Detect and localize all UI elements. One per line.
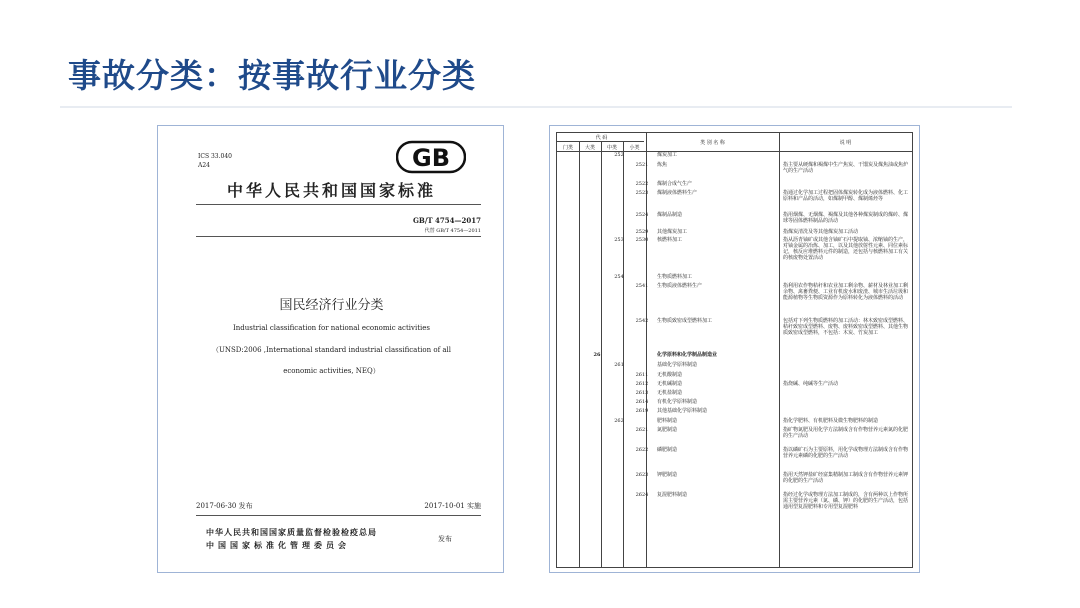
code-rule [196, 236, 481, 237]
category-name: 钾肥制造 [657, 472, 678, 478]
implement-date: 2017-10-01 实施 [424, 502, 481, 510]
category-name: 煤制品制造 [657, 212, 683, 218]
minor-code: 2614 [635, 399, 649, 405]
category-description: 指矿物氮肥及用化学方法制成含有作物营养元素氮的化肥的生产活动 [783, 427, 909, 439]
header-name: 类 别 名 称 [700, 140, 725, 146]
category-name: 氮肥制造 [657, 427, 678, 433]
minor-code: 2521 [635, 162, 649, 168]
minor-code: 2619 [635, 408, 649, 414]
mid-code: 262 [614, 418, 624, 424]
header-desc: 说 明 [839, 140, 852, 146]
mid-code: 261 [614, 362, 624, 368]
header-major: 大类 [584, 145, 595, 151]
ccs-line: A24 [198, 162, 210, 169]
mid-code: 253 [614, 237, 624, 243]
minor-code: 2542 [635, 318, 649, 324]
minor-code: 2522 [635, 181, 649, 187]
standard-code: GB/T 4754—2017 [412, 216, 481, 225]
english-name-line2: （UNSD:2006 ,International standard industrial classification of all [211, 346, 452, 354]
mid-code: 254 [614, 274, 624, 280]
category-name: 有机化学原料制造 [657, 399, 698, 405]
minor-code: 2524 [635, 212, 649, 218]
category-name: 煤制液体燃料生产 [657, 190, 698, 196]
issued-label: 发布 [438, 535, 452, 543]
category-name: 核燃料加工 [657, 237, 683, 243]
category-name: 无机盐制造 [657, 390, 683, 396]
category-description: 指从沥青铀矿或其他含铀矿石中提取铀、浓缩铀的生产，对铀金属的冶炼、加工，以及其他放射性元素、同位素标记，核反应堆燃料元件的制造，还包括与核燃料加工有关的核废物处置活动 [783, 237, 909, 261]
category-name: 无机碱制造 [657, 381, 683, 387]
major-code: 26 [593, 352, 601, 358]
category-description: 指主要从硬煤和褐煤中生产焦炭、干馏炭及煤焦油或焦炉气的生产活动 [783, 162, 909, 174]
english-name-line1: Industrial classification for national economic activities [232, 324, 431, 332]
gb-logo [396, 140, 466, 174]
category-name: 磷肥制造 [657, 447, 678, 453]
slide-title: 事故分类：按事故行业分类 [68, 56, 476, 95]
category-name: 复混肥料制造 [657, 492, 688, 498]
category-name: 炼焦 [657, 162, 668, 168]
minor-code: 2613 [635, 390, 649, 396]
header-rule [196, 204, 481, 205]
category-name: 化学原料和化学制品制造业 [657, 352, 718, 358]
header-door: 门类 [562, 145, 573, 151]
minor-code: 2622 [635, 447, 649, 453]
category-name: 其他煤炭加工 [657, 229, 688, 235]
standard-chinese-name: 国民经济行业分类 [279, 298, 384, 313]
category-name: 无机酸制造 [657, 372, 683, 378]
header-mid: 中类 [606, 145, 617, 151]
minor-code: 2611 [635, 372, 649, 378]
col-line [646, 133, 647, 567]
standard-title: 中华人民共和国国家标准 [226, 181, 436, 200]
category-description: 指以磷矿石为主要原料，用化学或物理方法制成含有作物营养元素磷的化肥的生产活动 [783, 447, 909, 459]
category-description: 指用天然钾盐矿经富集精制加工制成含有作物营养元素钾的化肥的生产活动 [783, 472, 909, 484]
english-name-line3: economic activities, NEQ） [283, 367, 380, 375]
standard-cover-image [157, 125, 504, 573]
minor-code: 2529 [635, 229, 649, 235]
col-line [623, 141, 624, 567]
publish-date: 2017-06-30 发布 [196, 502, 253, 510]
minor-code: 2612 [635, 381, 649, 387]
category-description: 指利用农作物秸秆和农业加工剩余物、薪材及林业加工剩余物、禽畜粪便、工业有机废水和废渣、城市生活垃圾和能源植物等生物质资源作为原料转化为液体燃料的活动 [783, 283, 909, 301]
footer-rule [196, 515, 481, 516]
minor-code: 2623 [635, 472, 649, 478]
category-name: 基础化学原料制造 [657, 362, 698, 368]
category-description: 包括对下列生物质燃料的加工活动：林木致密成型燃料、秸秆致密成型燃料、废物、废料致密成型燃料、其他生物质致密成型燃料，不包括：木炭、竹炭加工 [783, 318, 909, 336]
col-line [779, 133, 780, 567]
minor-code: 2621 [635, 427, 649, 433]
classification-table [556, 132, 913, 568]
issuer-line1: 中华人民共和国国家质量监督检验检疫总局 [206, 527, 377, 537]
header-code: 代 码 [595, 135, 608, 141]
minor-code: 2523 [635, 190, 649, 196]
category-name: 生物质致密成型燃料加工 [657, 318, 713, 324]
ics-code [198, 152, 232, 170]
category-description: 指用烟煤、无烟煤、褐煤及其他各种煤炭制成的煤砖、煤球等固体燃料制品的活动 [783, 212, 909, 224]
category-name: 生物质液体燃料生产 [657, 283, 703, 289]
category-description: 指经过化学或物理方法加工制成的，含有两种以上作物所需主要营养元素（氮、磷、钾）的化肥的生产活动，包括通用型复混肥料和专用型复混肥料 [783, 492, 909, 510]
issuer-line2: 中国国家标准化管理委员会 [206, 540, 350, 550]
category-description: 指化学肥料、有机肥料及微生物肥料的制造 [783, 418, 879, 424]
minor-code: 2541 [635, 283, 649, 289]
header-minor: 小类 [629, 145, 640, 151]
minor-code: 2530 [635, 237, 649, 243]
ics-line: ICS 33.040 [198, 153, 232, 160]
category-name: 煤制合成气生产 [657, 181, 693, 187]
mid-code: 252 [614, 152, 624, 158]
gb-logo-text: GB [412, 144, 450, 172]
category-description: 指烧碱、纯碱等生产活动 [783, 381, 839, 387]
replaces-code: 代替 GB/T 4754—2011 [424, 228, 481, 234]
title-divider [60, 106, 1012, 108]
category-description: 指煤炭清洗及等其他煤炭加工活动 [783, 229, 859, 235]
classification-table-image [549, 125, 920, 573]
col-line [579, 141, 580, 567]
category-name: 其他基础化学原料制造 [657, 408, 708, 414]
category-name: 煤炭加工 [657, 152, 678, 158]
category-description: 指通过化学加工过程把固体煤炭转化成为液体燃料、化工原料和产品的活动，如煤制甲醇、煤制烯烃等 [783, 190, 909, 202]
category-name: 生物质燃料加工 [657, 274, 693, 280]
minor-code: 2624 [635, 492, 649, 498]
category-name: 肥料制造 [657, 418, 678, 424]
